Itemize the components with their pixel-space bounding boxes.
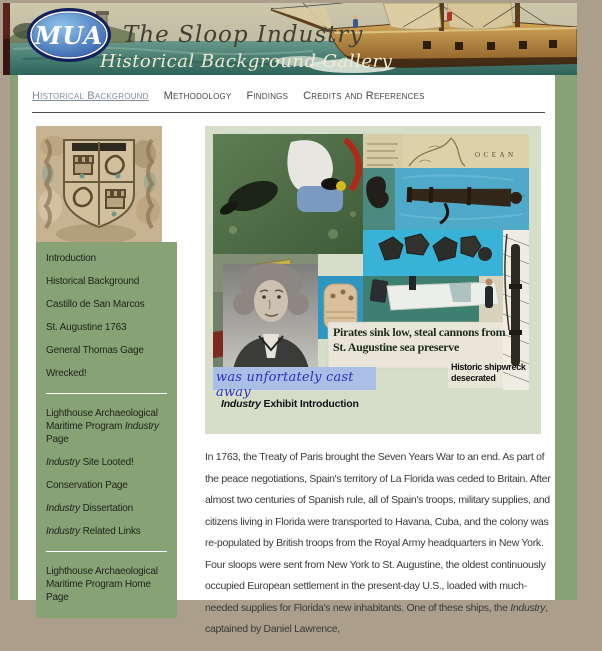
exhibit-panel (205, 126, 541, 434)
content-frame (10, 75, 577, 635)
exhibit-collage-image[interactable] (213, 134, 529, 400)
menu-item-industry-site-looted[interactable]: Industry Site Looted! (46, 457, 134, 468)
menu-item-industry-dissertation[interactable]: Industry Dissertation (46, 503, 133, 514)
ballast-artifacts-photo (363, 230, 503, 276)
portrait-photo (223, 263, 318, 384)
menu-item-castillo-de-san-marcos[interactable]: Castillo de San Marcos (46, 299, 145, 310)
menu-item-conservation-page[interactable]: Conservation Page (46, 480, 128, 491)
columns (18, 113, 555, 635)
sloop-painting (3, 3, 577, 75)
menu-divider (46, 551, 167, 552)
banner-text: was unfortately cast away (216, 370, 354, 400)
map-photo (403, 134, 529, 168)
menu-divider (46, 393, 167, 394)
mua-logo-text: MUA (34, 21, 104, 50)
site-title: The Sloop Industry (123, 22, 364, 48)
content-area (18, 75, 555, 635)
nav-item-credits-and-references[interactable]: Credits and References (303, 90, 425, 102)
nav-item-findings[interactable]: Findings (246, 90, 289, 102)
cannon-photo (395, 168, 529, 230)
side-menu (36, 242, 177, 618)
artifact-photo (363, 168, 395, 230)
menu-item-lighthouse-archaeological-maritime-program-home-page[interactable]: Lighthouse Archaeological Maritime Program Home Page (46, 566, 158, 603)
patrol-boat-photo (363, 276, 503, 324)
menu-item-general-thomas-gage[interactable]: General Thomas Gage (46, 345, 144, 356)
menu-item-industry-related-links[interactable]: Industry Related Links (46, 526, 141, 537)
nav-item-methodology[interactable]: Methodology (163, 90, 232, 102)
subheadline-text: Historic shipwreck desecrated (451, 362, 526, 383)
menu-item-lighthouse-archaeological-maritime-program-industry-page[interactable]: Lighthouse Archaeological Maritime Program Industry Page (46, 408, 159, 445)
headline-text: Pirates sink low, steal cannons from St. Augustine sea preserve (333, 325, 506, 354)
exhibit-caption: Industry Exhibit Introduction (221, 398, 359, 410)
divers-photo (213, 134, 363, 254)
menu-item-wrecked[interactable]: Wrecked! (46, 368, 87, 379)
site-subtitle: Historical Background Gallery (100, 51, 393, 72)
menu-item-historical-background[interactable]: Historical Background (46, 276, 140, 287)
map-ocean-label: OCEAN (475, 151, 517, 159)
sidebar (36, 126, 177, 618)
header-banner (3, 3, 577, 75)
main-column (205, 126, 555, 651)
mua-logo[interactable] (27, 8, 111, 62)
article-paragraph: In 1763, the Treaty of Paris brought the Seven Years War to an end. As part of the peace negotiations, Spain's territory of La Florida was ceded to Britain. After almost two centuries of Spanish rule, all of Spain's troops, military supplies, and citizens living in Florida were transported to Havana, Cuba, and the colony was re-populated by British troops from the Royal Army headquarters in New York. Four sloops were sent from New York to St. Augustine, the oldest continuously occupied European settlement in the present-day U.S., loaded with much-needed supplies for Florida's new inhabitants. One of these ships, the Industry, captained by Daniel Lawrence, (205, 451, 551, 635)
menu-item-introduction[interactable]: Introduction (46, 253, 96, 264)
main-nav (18, 75, 555, 102)
coat-of-arms-image (36, 126, 162, 242)
menu-item-st-augustine-1763[interactable]: St. Augustine 1763 (46, 322, 127, 333)
nav-item-historical-background[interactable]: Historical Background (32, 90, 149, 102)
